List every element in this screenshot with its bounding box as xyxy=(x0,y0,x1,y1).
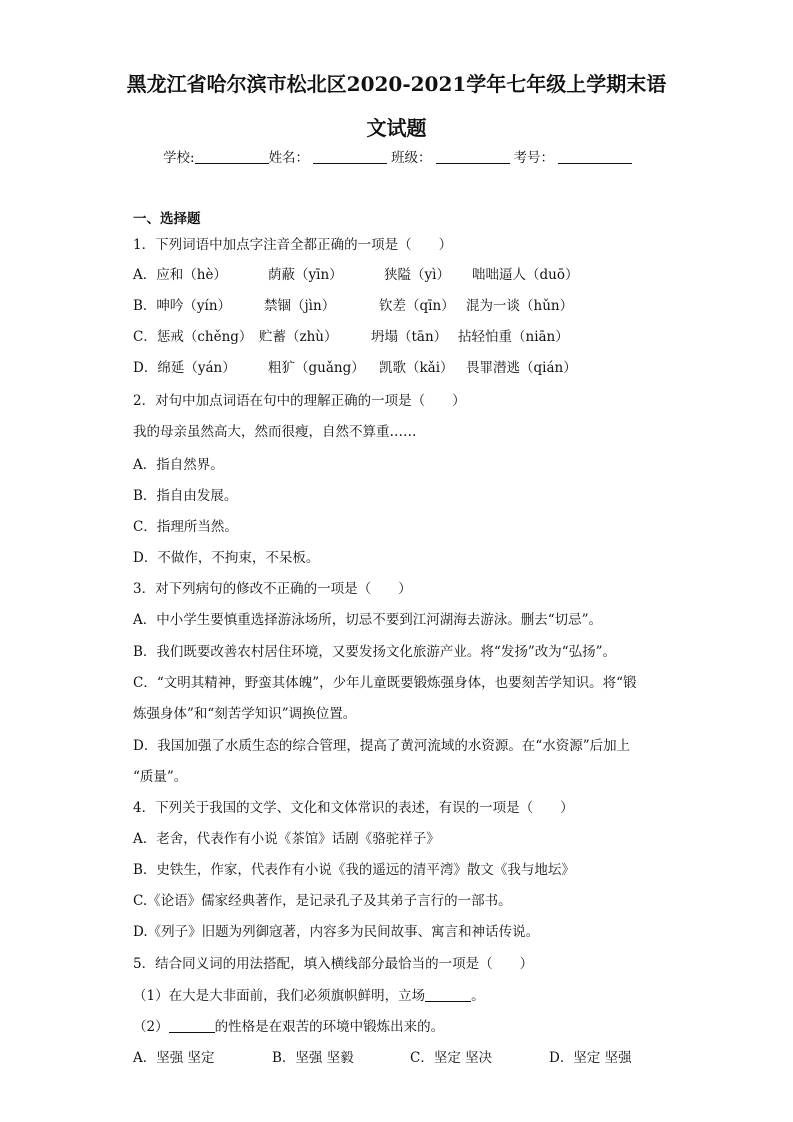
q5-s2-prefix: （2） xyxy=(133,1019,169,1035)
q1-c-word4: 拈轻怕重（niān） xyxy=(458,329,569,345)
q1-a-word2: 荫蔽（yīn） xyxy=(268,267,343,283)
q2-option-c: C．指理所当然。 xyxy=(133,519,238,535)
q1-a-word3: 狭隘（yì） xyxy=(384,267,450,283)
q3-option-c-cont: 炼强身体”和“刻苦学知识”调换位置。 xyxy=(133,706,357,722)
q3-option-b: B．我们既要改善农村居住环境，又要发扬文化旅游产业。将“发扬”改为“弘扬”。 xyxy=(133,644,617,660)
q1-d-word3: 凯歌（kǎi） xyxy=(379,360,454,376)
q4-option-d: D.《列子》旧题为列御寇著，内容多为民间故事、寓言和神话传说。 xyxy=(133,924,540,940)
q1-option-d: D．绵延（yán） xyxy=(133,360,236,376)
q3-option-a: A．中小学生要慎重选择游泳场所，切忌不要到江河湖海去游泳。删去“切忌”。 xyxy=(133,612,603,628)
q2-option-b: B．指自由发展。 xyxy=(133,488,238,504)
q3-option-c: C．“文明其精神，野蛮其体魄”，少年儿童既要锻炼强身体，也要刻苦学知识。将“锻 xyxy=(133,675,637,691)
q5-option-b: B．坚强 坚毅 xyxy=(272,1050,354,1066)
q5-option-a: A．坚强 坚定 xyxy=(133,1050,215,1066)
q2-sentence: 我的母亲虽然高大，然而很瘦，自然不算重…… xyxy=(133,424,417,440)
q5-s1-end: 。 xyxy=(471,988,485,1004)
q1-option-a: A．应和（hè） xyxy=(133,267,227,283)
q1-a-word4: 咄咄逼人（duō） xyxy=(472,267,579,283)
q1-b-word4: 混为一谈（hǔn） xyxy=(466,298,574,314)
q1-option-b: B．呻吟（yín） xyxy=(133,298,232,314)
q4-stem: 4．下列关于我国的文学、文化和文体常识的表述，有误的一项是（ ） xyxy=(133,800,574,816)
q2-option-a: A．指自然界。 xyxy=(133,457,224,473)
q2-stem: 2．对句中加点词语在句中的理解正确的一项是（ ） xyxy=(133,393,466,409)
q1-option-c: C．惩戒（chěng） xyxy=(133,329,253,345)
school-blank xyxy=(195,149,269,164)
q1-b-word2: 禁锢（jìn） xyxy=(264,298,336,314)
q1-b-word3: 钦差（qīn） xyxy=(379,298,455,314)
q5-option-c: C．坚定 坚决 xyxy=(410,1050,493,1066)
q5-blank-1 xyxy=(425,989,471,1002)
exam-number-label: 考号： xyxy=(513,150,555,166)
q4-option-c: C.《论语》儒家经典著作，是记录孔子及其弟子言行的一部书。 xyxy=(133,893,512,909)
q5-option-d: D．坚定 坚强 xyxy=(549,1050,632,1066)
q5-sentence-1 xyxy=(133,984,485,1004)
q1-c-word2: 贮蓄（zhù） xyxy=(259,329,338,345)
q5-s1-text: （1）在大是大非面前，我们必须旗帜鲜明，立场 xyxy=(133,988,426,1004)
q3-stem: 3．对下列病句的修改不正确的一项是（ ） xyxy=(133,581,412,597)
q1-c-word3: 坍塌（tān） xyxy=(371,329,448,345)
q3-option-d: D．我国加强了水质生态的综合管理，提高了黄河流域的水资源。在“水资源”后加上 xyxy=(133,738,631,754)
q1-d-word4: 畏罪潜逃（qián） xyxy=(466,360,577,376)
exam-number-blank xyxy=(558,149,632,164)
q4-option-a: A．老舍，代表作有小说《茶馆》话剧《骆驼祥子》 xyxy=(133,831,440,847)
section-title: 一、选择题 xyxy=(133,211,201,227)
exam-title-line1: 黑龙江省哈尔滨市松北区2020-2021学年七年级上学期末语 xyxy=(126,72,667,96)
q3-option-d-cont: “质量”。 xyxy=(133,769,188,785)
q1-stem: 1．下列词语中加点字注音全都正确的一项是（ ） xyxy=(133,237,453,253)
class-blank xyxy=(436,149,510,164)
q5-stem: 5．结合同义词的用法搭配，填入横线部分最恰当的一项是（ ） xyxy=(133,956,534,972)
exam-title-line2: 文试题 xyxy=(366,116,427,140)
q5-s2-text: 的性格是在艰苦的环境中锻炼出来的。 xyxy=(214,1019,445,1035)
school-label: 学校: xyxy=(163,150,195,166)
student-info-row xyxy=(163,146,632,166)
class-label: 班级： xyxy=(391,150,432,166)
q4-option-b: B．史铁生，作家，代表作有小说《我的遥远的清平湾》散文《我与地坛》 xyxy=(133,862,575,878)
q2-option-d: D．不做作，不拘束，不呆板。 xyxy=(133,550,320,566)
q1-d-word2: 粗犷（guǎng） xyxy=(268,360,365,376)
name-blank xyxy=(313,149,387,164)
q5-sentence-2 xyxy=(133,1015,444,1035)
name-label: 姓名： xyxy=(268,150,310,166)
q5-blank-2 xyxy=(169,1020,215,1033)
